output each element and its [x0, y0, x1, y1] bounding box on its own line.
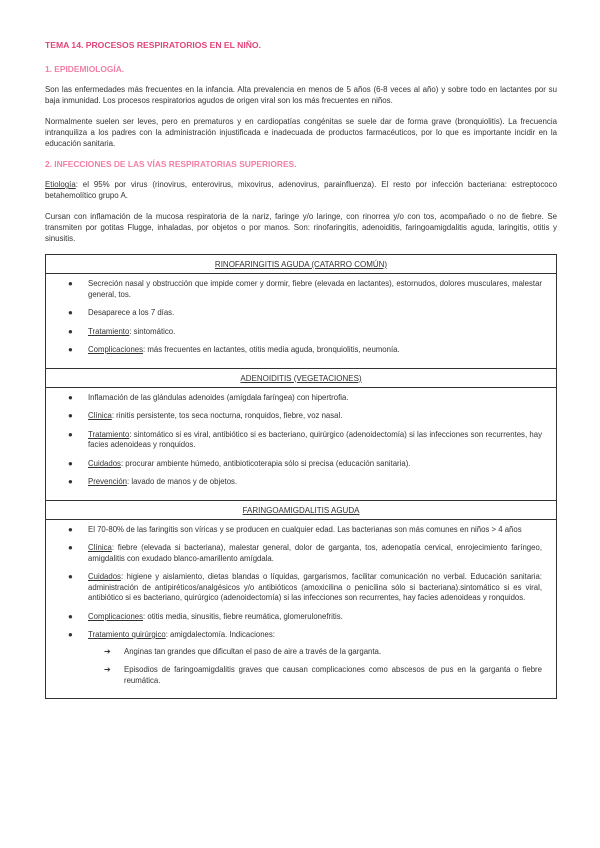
term-label: Etiología — [45, 180, 76, 189]
disease-table — [45, 254, 557, 699]
list-item — [66, 279, 542, 300]
list-item — [66, 543, 542, 564]
item-label: Clínica — [88, 543, 112, 552]
header-text: FARINGOAMIGDALITIS AGUDA — [242, 505, 360, 515]
table-header-adenoiditis — [46, 368, 557, 387]
item-label: Complicaciones — [88, 611, 144, 621]
bullet-icon: ● — [68, 279, 73, 288]
table-body-faringoamigdalitis — [46, 519, 557, 699]
paragraph: Cursan con inflamación de la mucosa respiratoria de la nariz, faringe y/o laringe, con rinorrea y/o con tos, acompañado o no de fiebre. Se transmiten por gotitas Flugge, inhaladas, por objetos o por manos. Son: rinofaringitis, adenoiditis, faringoamigdalitis aguda, laringitis, otitis y sinusitis. — [45, 212, 557, 243]
list-item — [66, 630, 542, 686]
paragraph-etiologia — [45, 179, 557, 201]
sub-list-item — [88, 665, 542, 686]
item-text: Anginas tan grandes que dificultan el paso de aire a través de la garganta. — [124, 646, 382, 656]
item-text: : sintomático si es viral, antibiótico si es bacteriano, quirúrgico (adenoidectomía) si las infecciones son recurrentes, hay facies adenoideas y ronquidos. — [88, 429, 542, 449]
bullet-icon: ● — [68, 611, 73, 621]
table-body-adenoiditis — [46, 387, 557, 500]
sub-list — [88, 647, 542, 687]
term-text: : el 95% por virus (rinovirus, enterovirus, mixovirus, adenovirus, parainfluenza). El resto por infección bacteriana: estreptococo betahemolítico grupo A. — [45, 180, 557, 200]
item-label: Complicaciones — [88, 345, 144, 354]
item-text: Inflamación de las glándulas adenoides (amígdala faríngea) con hipertrofia. — [88, 392, 349, 402]
bullet-icon: ● — [68, 477, 73, 486]
bullet-icon: ● — [68, 458, 73, 468]
bullet-icon: ● — [68, 326, 73, 336]
item-text: : higiene y aislamiento, dietas blandas o líquidas, gargarismos, facilitar comunicación no verbal. Educación sanitaria: administración de antipiréticos/analgésicos y/o antibióticos (amoxicilina o penicilina sólo si bacteriana).sintomático si es viral, antibiótico si es bacteriano, quirúrgico (adenoidectomía) si las infecciones son recurrentes, hay facies adenoideas y ronquidos. — [88, 572, 542, 602]
table-header-rinofaringitis — [46, 255, 557, 274]
arrow-icon: ➔ — [104, 646, 111, 656]
section-heading-infecciones: 2. INFECCIONES DE LAS VÍAS RESPIRATORIAS SUPERIORES. — [45, 159, 297, 169]
bullet-icon: ● — [68, 392, 73, 402]
section-heading-epidemiologia: 1. EPIDEMIOLOGÍA. — [45, 64, 125, 74]
table-body-rinofaringitis — [46, 274, 557, 369]
header-text: RINOFARINGITIS AGUDA (CATARRO COMÚN) — [214, 260, 388, 269]
bullet-icon: ● — [68, 308, 73, 317]
list-item — [66, 327, 542, 338]
header-text: ADENOIDITIS (VEGETACIONES) — [240, 373, 362, 383]
table-header-faringoamigdalitis — [46, 500, 557, 519]
item-label: Tratamiento — [88, 429, 130, 439]
sub-list-item — [88, 647, 542, 658]
bullet-icon: ● — [68, 524, 73, 534]
list-item — [66, 477, 542, 488]
item-label: Clínica — [88, 411, 112, 420]
list-item — [66, 572, 542, 604]
bullet-icon: ● — [68, 630, 73, 639]
list-item — [66, 430, 542, 451]
item-text: : fiebre (elevada si bacteriana), malestar general, dolor de garganta, tos, adenopatía cervical, enrojecimiento faríngeo, amigdalitis con exudado blanco-amarillento amígdala. — [88, 543, 542, 563]
paragraph: Son las enfermedades más frecuentes en la infancia. Alta prevalencia en menos de 5 años (6-8 veces al año) y sobre todo en lactantes por su baja inmunidad. Los procesos respiratorios agudos de origen viral son los más frecuentes en niños. — [45, 85, 557, 105]
bullet-icon: ● — [68, 429, 73, 439]
list-item — [66, 411, 542, 422]
list-item — [66, 459, 542, 470]
item-label: Cuidados — [88, 458, 121, 468]
paragraph: Normalmente suelen ser leves, pero en prematuros y en cardiopatías congénitas se suele dar de forma grave (bronquiolitis). La frecuencia intranquiliza a los padres con la administración injustificada e inadecuada de productos farmacéuticos, por lo que es importante incidir en la educación sanitaria. — [45, 117, 557, 148]
item-text: : más frecuentes en lactantes, otitis media aguda, bronquiolitis, neumonía. — [143, 345, 400, 354]
arrow-icon: ➔ — [104, 665, 111, 674]
bullet-icon: ● — [68, 543, 73, 552]
item-label: Prevención — [88, 477, 128, 486]
list-item — [66, 525, 542, 536]
list-item — [66, 612, 542, 623]
bullet-icon: ● — [68, 572, 73, 581]
item-text: : otitis media, sinusitis, fiebre reumática, glomerulonefritis. — [143, 611, 343, 621]
item-text: : lavado de manos y de objetos. — [127, 477, 238, 486]
item-text: Secreción nasal y obstrucción que impide comer y dormir, fiebre (elevada en lactantes), estornudos, dolores musculares, malestar general, tos. — [88, 279, 542, 299]
item-text: Desaparece a los 7 días. — [88, 308, 175, 317]
bullet-icon: ● — [68, 411, 73, 420]
item-text: : procurar ambiente húmedo, antibioticoterapia sólo si precisa (educación sanitaria). — [120, 458, 411, 468]
item-text: : sintomático. — [129, 326, 176, 336]
item-text: : rinitis persistente, tos seca nocturna, ronquidos, fiebre, voz nasal. — [111, 411, 343, 420]
bullet-icon: ● — [68, 345, 73, 354]
item-text: : amigdalectomía. Indicaciones: — [165, 630, 275, 639]
item-label: Cuidados — [88, 572, 121, 581]
item-text: Episodios de faringoamigdalitis graves que causan complicaciones como abscesos de pus en la garganta o fiebre reumática. — [124, 665, 542, 685]
list-item — [66, 308, 542, 319]
item-label: Tratamiento — [88, 326, 130, 336]
list-item — [66, 393, 542, 404]
list-item — [66, 345, 542, 356]
item-label: Tratamiento quirúrgico — [88, 630, 166, 639]
item-text: El 70-80% de las faringitis son víricas y se producen en cualquier edad. Las bacterianas son más comunes en niños > 4 años — [88, 524, 522, 534]
page-title: TEMA 14. PROCESOS RESPIRATORIOS EN EL NIÑO. — [45, 40, 261, 50]
